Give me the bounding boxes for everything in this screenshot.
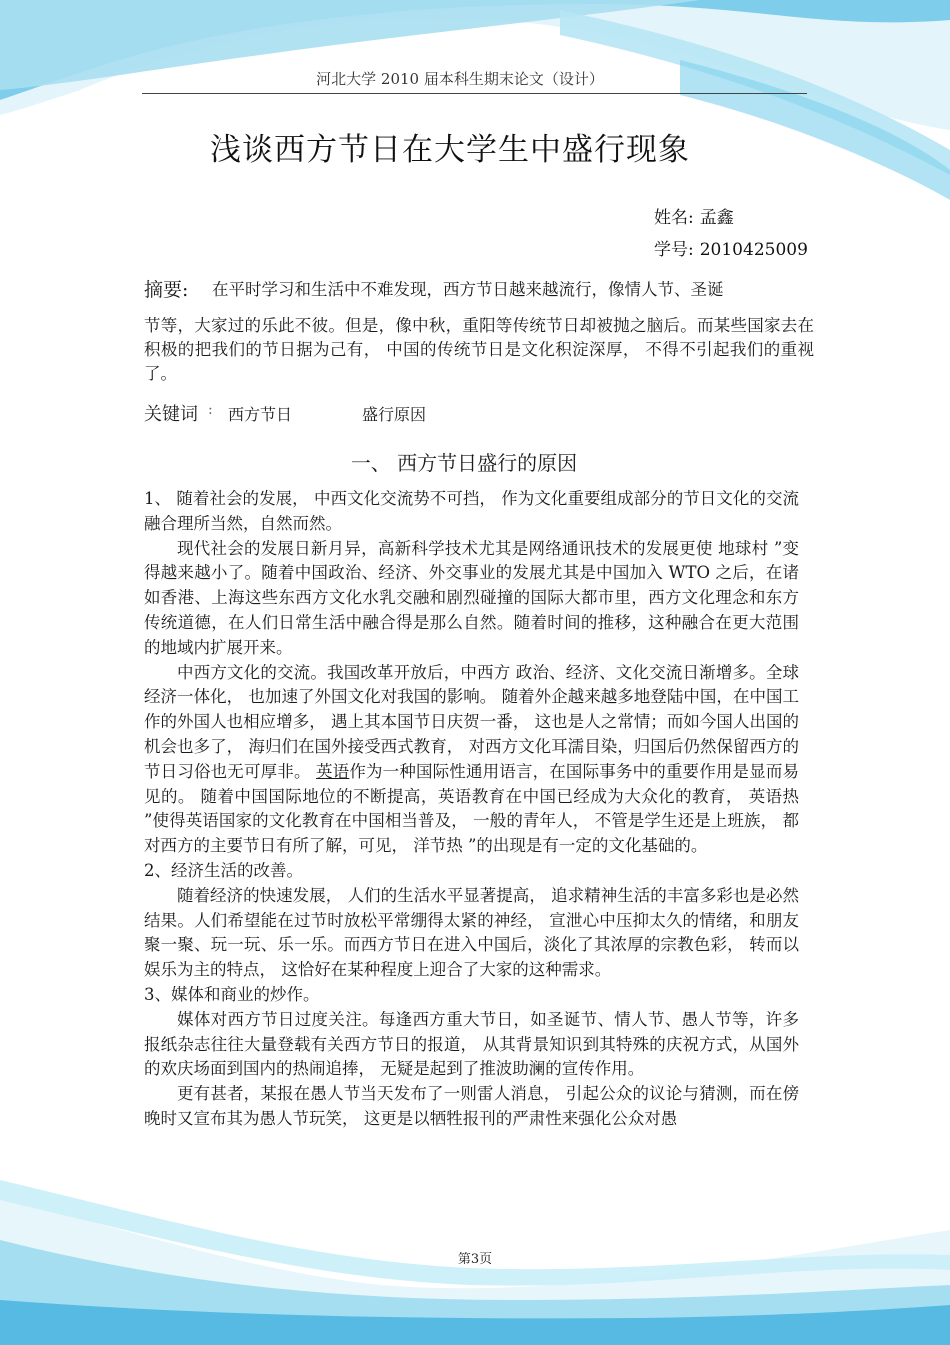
keywords-colon: : bbox=[208, 402, 213, 418]
paragraph: 媒体对西方节日过度关注。每逢西方重大节日，如圣诞节、情人节、愚人节等，许多报纸杂志往往大量登载有关西方节日的报道， 从其背景知识到其特殊的庆祝方式，从国外的欢庆场面到国内的热闹追捧， 无疑是起到了推波助澜的宣传作用。 bbox=[144, 1009, 799, 1079]
student-id-line bbox=[654, 235, 808, 260]
abstract-body: 节等，大家过的乐此不彼。但是，像中秋，重阳等传统节日却被抛之脑后。而某些国家去在积极的把我们的节日据为己有， 中国的传统节日是文化积淀深厚， 不得不引起我们的重视了。 bbox=[144, 316, 814, 383]
abstract-label: 摘要: bbox=[144, 279, 189, 301]
paragraph-text: 作为一种国际性通用语言，在国际事务中的重要作用是显而易见的。 随着中国国际地位的不断提高，英语教育在中国已经成为大众化的教育， 英语热 ”使得英语国家的文化教育在中国相当普及， 一般的青年人， 不管是学生还是上班族， 都对西方的主要节日有所了解，可见， 洋节热 ”的出现是有一定的文化基础的。 bbox=[144, 761, 800, 856]
paragraph: 更有甚者，某报在愚人节当天发布了一则雷人消息， 引起公众的议论与猜测，而在傍晚时又宣布其为愚人节玩笑， 这更是以牺牲报刊的严肃性来强化公众对愚 bbox=[144, 1084, 799, 1128]
keywords-label: 关键词 bbox=[144, 404, 198, 425]
section-heading: 一、 西方节日盛行的原因 bbox=[350, 451, 578, 475]
paragraph: 随着经济的快速发展， 人们的生活水平显著提高， 追求精神生活的丰富多彩也是必然结果。人们希望能在过节时放松平常绷得太紧的神经， 宣泄心中压抑太久的情绪，和朋友聚一聚、玩一玩、乐一乐。而西方节日在进入中国后，淡化了其浓厚的宗教色彩， 转而以娱乐为主的特点， 这恰好在某种程度上迎合了大家的这种需求。 bbox=[144, 885, 799, 980]
author-name: 孟鑫 bbox=[699, 208, 734, 228]
id-label: 学号: bbox=[654, 240, 694, 260]
subheading: 2、经济生活的改善。 bbox=[144, 860, 303, 880]
paper-title: 浅谈西方节日在大学生中盛行现象 bbox=[210, 132, 690, 168]
name-label: 姓名: bbox=[654, 208, 694, 228]
student-id: 2010425009 bbox=[699, 240, 808, 260]
paragraph-text: 中西方文化的交流。我国改革开放后，中西方 政治、经济、文化交流日渐增多。全球经济一体化， 也加速了外国文化对我国的影响。 随着外企越来越多地登陆中国，在中国工作的外国人也相应增多， 遇上其本国节日庆贺一番， 这也是人之常情；而如今国人出国的机会也多了， 海归们在国外接受西式教育， 对西方文化耳濡目染，归国后仍然保留西方的节日习俗也无可厚非。 bbox=[144, 662, 799, 781]
author-name-line bbox=[654, 203, 734, 228]
abstract-first-line: 在平时学习和生活中不难发现，西方节日越来越流行，像情人节、圣诞 bbox=[212, 280, 724, 299]
paragraph: 现代社会的发展日新月异，高新科学技术尤其是网络通讯技术的发展更使 地球村 ”变得越来越小了。随着中国政治、经济、外交事业的发展尤其是中国加入 WTO 之后，在诸如香港、上海这些东西方文化水乳交融和剧烈碰撞的国际大都市里，西方文化理念和东方传统道德，在人们日常生活中融合得是那么自然。随着时间的推移，这种融合在更大范围的地域内扩展开来。 bbox=[144, 538, 799, 657]
running-header: 河北大学 2010 届本科生期末论文（设计） bbox=[316, 70, 604, 88]
keyword-item: 盛行原因 bbox=[362, 405, 427, 424]
body-text bbox=[144, 487, 799, 1132]
english-link[interactable]: 英语 bbox=[316, 761, 350, 781]
subheading: 3、媒体和商业的炒作。 bbox=[144, 984, 320, 1004]
paragraph bbox=[144, 661, 799, 859]
paragraph: 1、 随着社会的发展， 中西文化交流势不可挡， 作为文化重要组成部分的节日文化的交流融合理所当然，自然而然。 bbox=[144, 489, 799, 533]
page-number: 第3页 bbox=[457, 1252, 493, 1267]
keyword-item: 西方节日 bbox=[228, 405, 293, 424]
header-rule bbox=[142, 93, 807, 94]
